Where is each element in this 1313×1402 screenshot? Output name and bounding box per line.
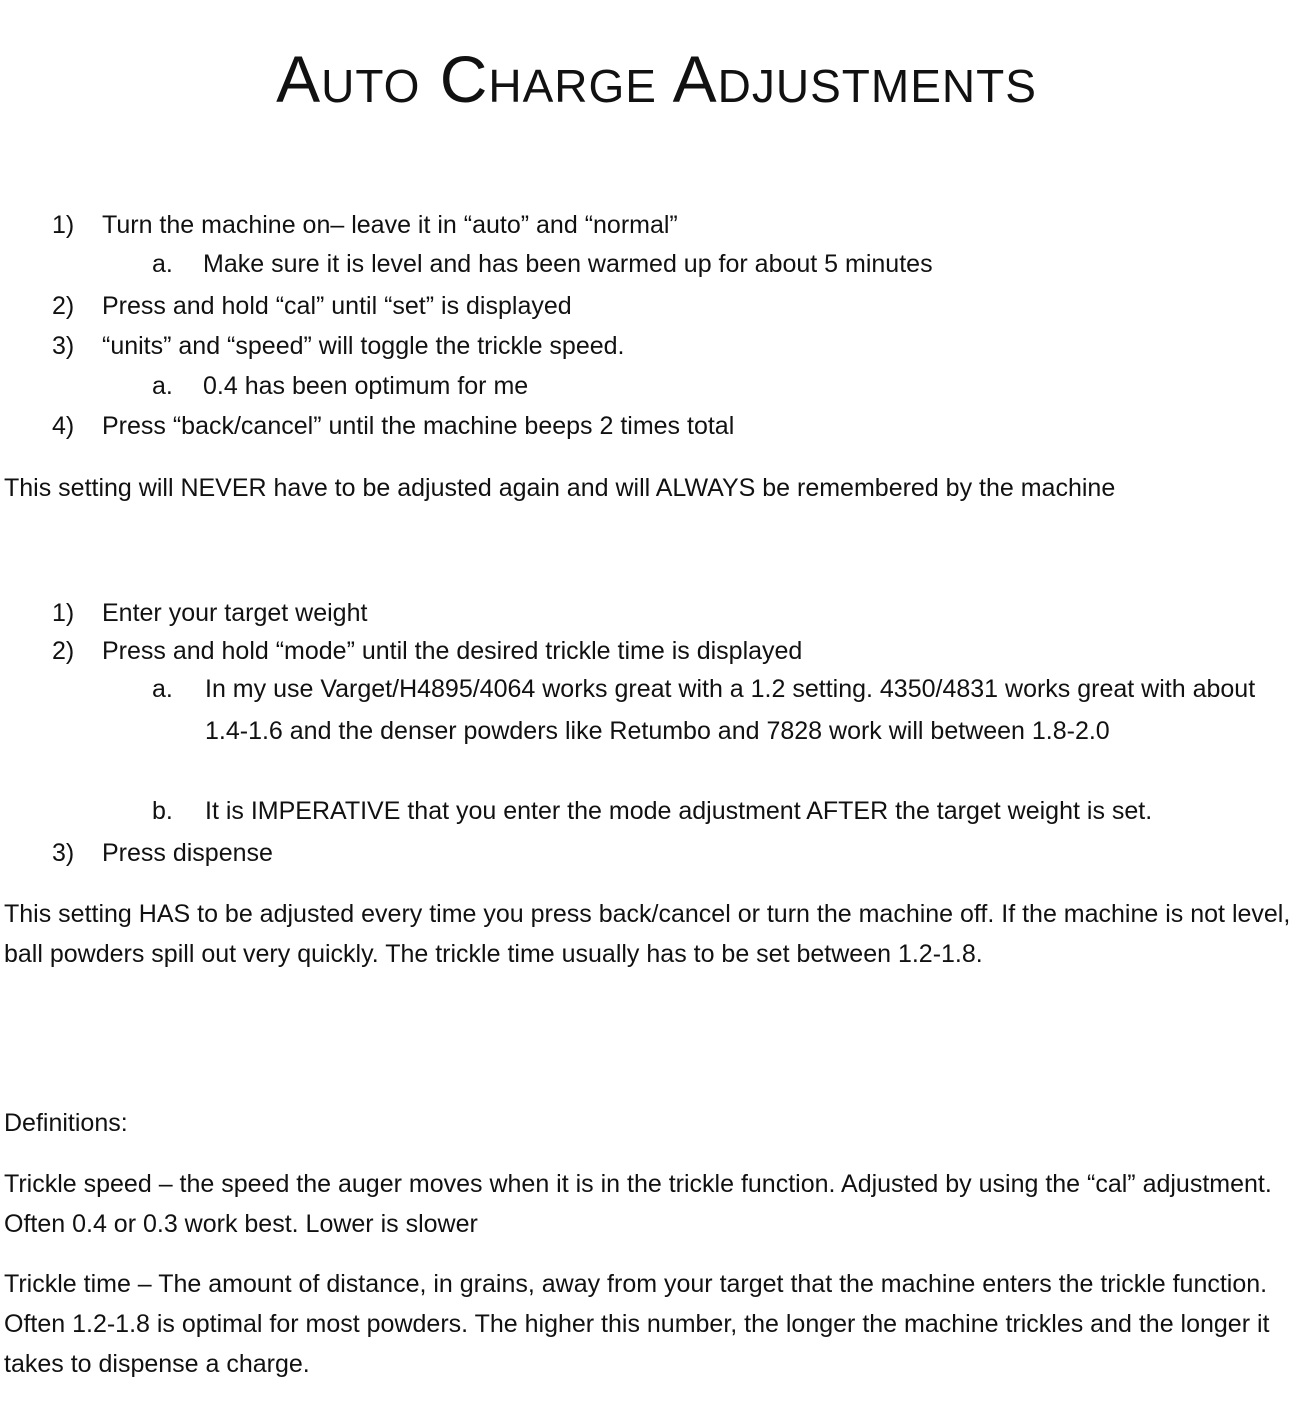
section-1-note: This setting will NEVER have to be adjusted again and will ALWAYS be remembered by the machine [4,474,1116,502]
definition-trickle-speed: Trickle speed – the speed the auger moves when it is in the trickle function. Adjusted by using the “cal” adjustment. Often 0.4 or 0.3 work best. Lower is slower [4,1170,1272,1238]
list-text: Press dispense [102,839,273,867]
definitions-heading: Definitions: [4,1109,128,1137]
list-number: 3) [52,839,75,867]
list-number: 2) [52,292,75,320]
definition-trickle-time: Trickle time – The amount of distance, in grains, away from your target that the machine enters the trickle function. Often 1.2-1.8 is optimal for most powders. The higher this number, the longer the machine trickles and the longer it takes to dispense a charge. [4,1270,1270,1378]
sub-list-letter: a. [152,372,173,400]
list-number: 2) [52,637,75,665]
list-text: Turn the machine on– leave it in “auto” and “normal” [102,211,678,239]
list-text: “units” and “speed” will toggle the trickle speed. [102,332,625,360]
list-number: 4) [52,412,75,440]
section-2-note: This setting HAS to be adjusted every time you press back/cancel or turn the machine off. If the machine is not level, ball powders spill out very quickly. The trickle time usually has to be set between 1.2-1.8. [4,900,1291,968]
list-number: 3) [52,332,75,360]
sub-list-text: In my use Varget/H4895/4064 works great with a 1.2 setting. 4350/4831 works great with about 1.4-1.6 and the denser powders like Retumbo and 7828 work will between 1.8-2.0 [205,675,1256,745]
sub-list-text: It is IMPERATIVE that you enter the mode adjustment AFTER the target weight is set. [205,797,1153,825]
list-text: Press and hold “cal” until “set” is displayed [102,292,572,320]
list-number: 1) [52,599,75,627]
list-number: 1) [52,211,75,239]
sub-list-text: 0.4 has been optimum for me [203,372,529,400]
sub-list-letter: a. [152,675,173,703]
sub-list-text: Make sure it is level and has been warmed up for about 5 minutes [203,250,933,278]
page-title: Auto Charge Adjustments [276,42,1037,116]
list-text: Enter your target weight [102,599,368,627]
list-text: Press “back/cancel” until the machine beeps 2 times total [102,412,735,440]
sub-list-letter: b. [152,797,173,825]
sub-list-letter: a. [152,250,173,278]
list-text: Press and hold “mode” until the desired trickle time is displayed [102,637,803,665]
